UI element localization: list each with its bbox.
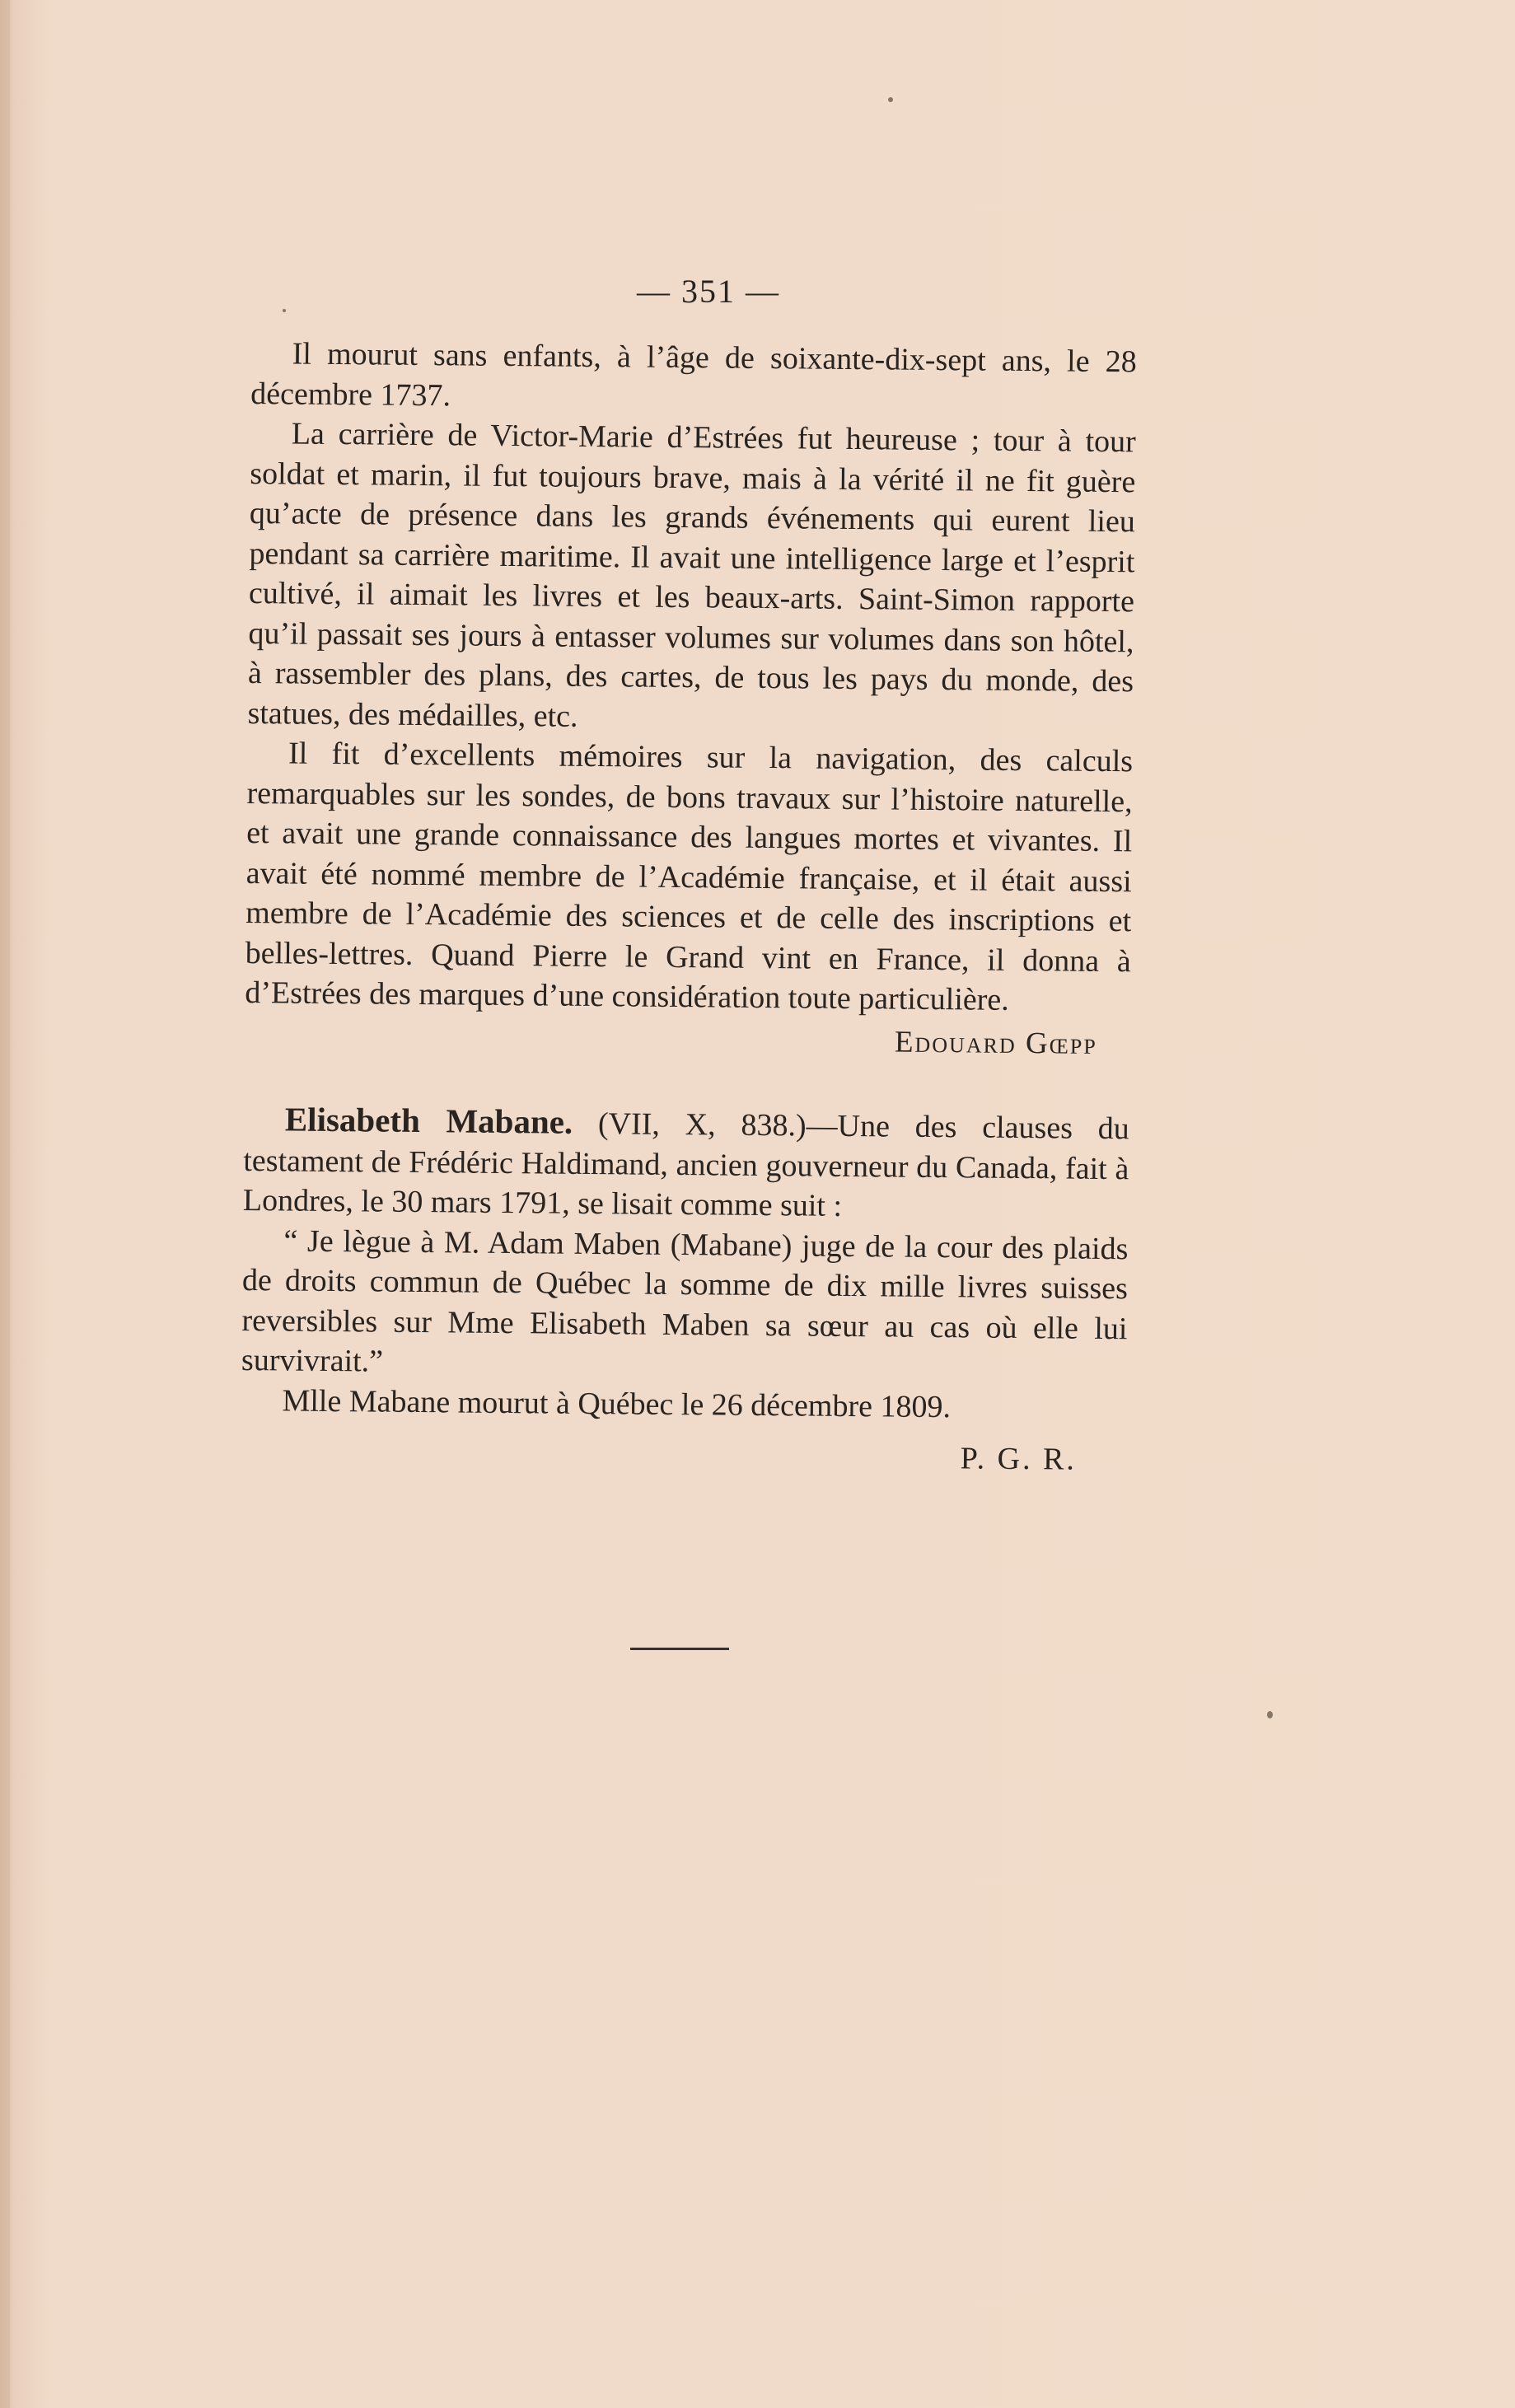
section-end-rule: [630, 1648, 729, 1650]
entry-reference: (VII, X, 838.)—Une des clauses du testament de Frédéric Haldimand, ancien gouverneur du Canada, fait à Londres, le 30 mars 1791, se lisait comme suit :: [242, 1106, 1130, 1223]
entry-paragraph: [243, 1099, 1129, 1229]
page-number: — 351 —: [637, 273, 780, 310]
article-estrees: [245, 334, 1137, 1064]
closing-sentence: Mlle Mabane mourut à Québec le 26 décembre 1809.: [282, 1382, 952, 1424]
paper-speck: [888, 97, 893, 102]
quotation: “ Je lègue à M. Adam Maben (Mabane) juge de la cour des plaids de droits commun de Québec la somme de dix mille livres suisses reversibles sur Mme Elisabeth Maben sa sœur au cas où elle lui survivrait.”: [241, 1223, 1129, 1379]
article-mabane: [241, 1099, 1129, 1480]
paper-speck: [1267, 1711, 1273, 1718]
paragraph: Il fit d’excellents mémoires sur la navigation, des calculs remarquables sur les sondes, de bons travaux sur l’histoire naturelle, et avait une grande connaissance des langues mortes et vivantes. Il avait été nommé membre de l’Académie française, et il était aussi membre de l’Académie des sciences et de celle des inscriptions et belles-lettres. Quand Pierre le Grand vint en France, il donna à d’Estrées des marques d’une considération toute particulière.: [245, 736, 1134, 1017]
paragraph: Il mourut sans enfants, à l’âge de soixante-dix-sept ans, le 28 décembre 1737.: [250, 336, 1137, 413]
entry-title: Elisabeth Mabane.: [284, 1100, 573, 1141]
paper-speck: [283, 309, 286, 312]
paragraph: La carrière de Victor-Marie d’Estrées fut heureuse ; tour à tour soldat et marin, il fut toujours brave, mais à la vérité il ne fit guère qu’acte de présence dans les grands événements qui eurent lieu pendant sa carrière maritime. Il avait une intelligence large et l’esprit cultivé, il aimait les livres et les beaux-arts. Saint-Simon rapporte qu’il passait ses jours à entasser volumes sur volumes dans son hôtel, à rassembler des plans, des cartes, de tous les pays du monde, des statues, des médailles, etc.: [247, 416, 1136, 734]
author-signature: Edouard Gœpp: [894, 1025, 1097, 1061]
text-block: [241, 334, 1137, 1480]
author-initials: P. G. R.: [960, 1441, 1078, 1477]
page-edge-shadow: [0, 0, 10, 2408]
